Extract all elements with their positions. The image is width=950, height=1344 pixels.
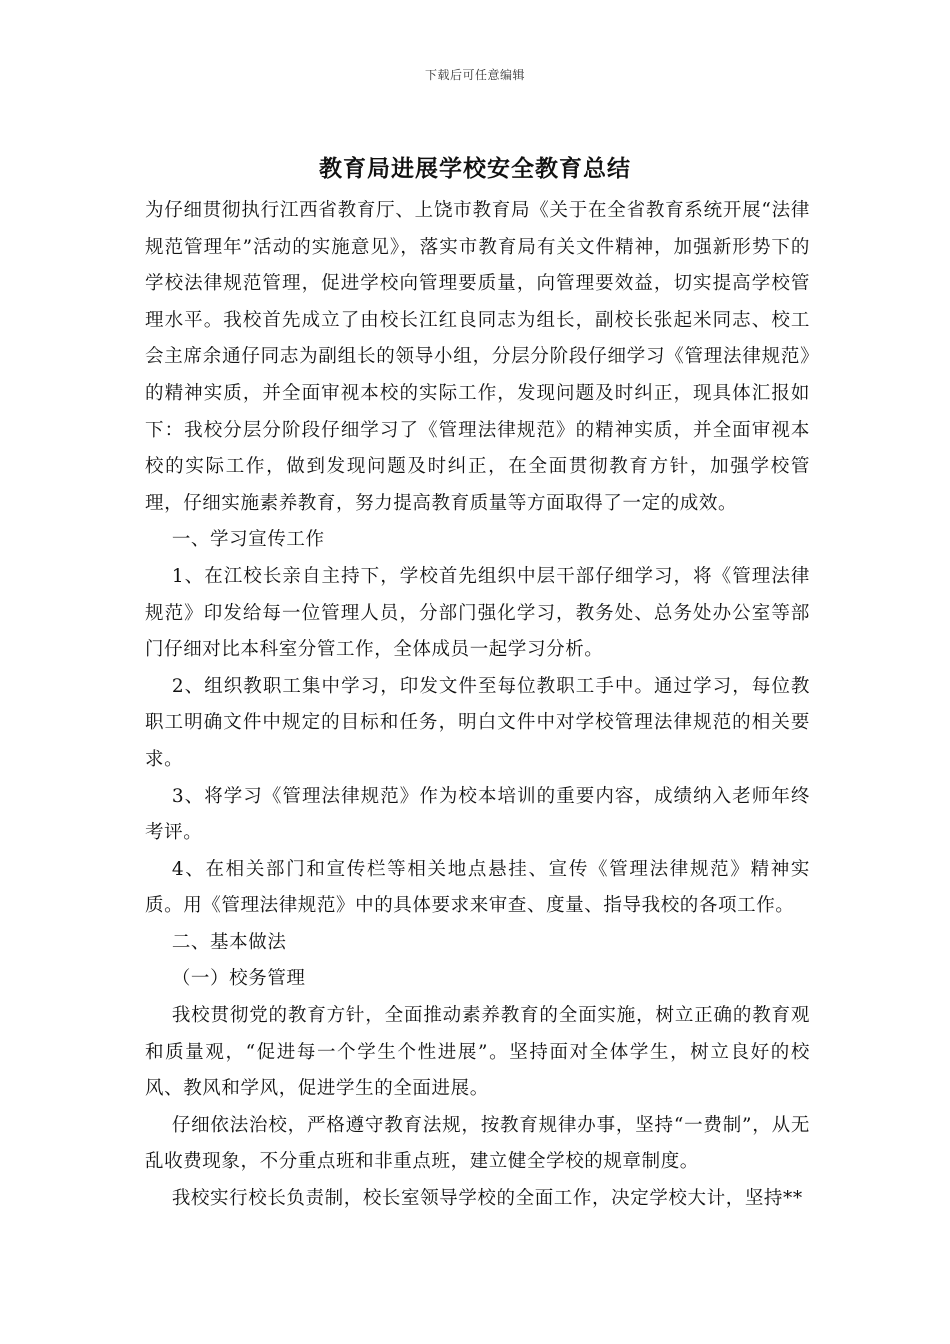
body-paragraph: 我校实行校长负责制，校长室领导学校的全面工作，决定学校大计，坚持** <box>171 1188 803 1210</box>
section-heading-2: 二、基本做法 <box>171 931 287 953</box>
list-item-1: 1、在江校长亲自主持下，学校首先组织中层干部仔细学习，将《管理法律规范》印发给每一位管理人员，分部门强化学习，教务处、总务处办公室等部门仔细对比本科室分管工作，全体成员一起学习分析。 <box>145 565 810 661</box>
subsection-heading-1: （一）校务管理 <box>171 968 306 990</box>
document-title: 教育局进展学校安全教育总结 <box>319 156 631 182</box>
body-paragraph: 我校贯彻党的教育方针，全面推动素养教育的全面实施，树立正确的教育观和质量观，“促进每一个学生个性进展”。坚持面对全体学生，树立良好的校风、教风和学风，促进学生的全面进展。 <box>145 1005 810 1100</box>
document-body <box>145 193 810 1218</box>
list-item-2: 2、组织教职工集中学习，印发文件至每位教职工手中。通过学习，每位教职工明确文件中规定的目标和任务，明白文件中对学校管理法律规范的相关要求。 <box>145 675 810 770</box>
list-item-4: 4、在相关部门和宣传栏等相关地点悬挂、宣传《管理法律规范》精神实质。用《管理法律规范》中的具体要求来审查、度量、指导我校的各项工作。 <box>145 858 810 917</box>
intro-paragraph: 为仔细贯彻执行江西省教育厅、上饶市教育局《关于在全省教育系统开展“法律规范管理年”活动的实施意见》，落实市教育局有关文件精神，加强新形势下的学校法律规范管理，促进学校向管理要质量，向管理要效益，切实提高学校管理水平。我校首先成立了由校长江红良同志为组长，副校长张起米同志、校工会主席余通仔同志为副组长的领导小组，分层分阶段仔细学习《管理法律规范》的精神实质，并全面审视本校的实际工作，发现问题及时纠正，现具体汇报如下：我校分层分阶段仔细学习了《管理法律规范》的精神实质，并全面审视本校的实际工作，做到发现问题及时纠正，在全面贯彻教育方针，加强学校管理，仔细实施素养教育，努力提高教育质量等方面取得了一定的成效。 <box>145 200 810 514</box>
section-heading-1: 一、学习宣传工作 <box>171 529 325 551</box>
body-paragraph: 仔细依法治校，严格遵守教育法规，按教育规律办事，坚持“一费制”，从无乱收费现象，不分重点班和非重点班，建立健全学校的规章制度。 <box>145 1114 810 1173</box>
list-item-3: 3、将学习《管理法律规范》作为校本培训的重要内容，成绩纳入老师年终考评。 <box>145 785 810 844</box>
header-note: 下载后可任意编辑 <box>424 68 525 82</box>
